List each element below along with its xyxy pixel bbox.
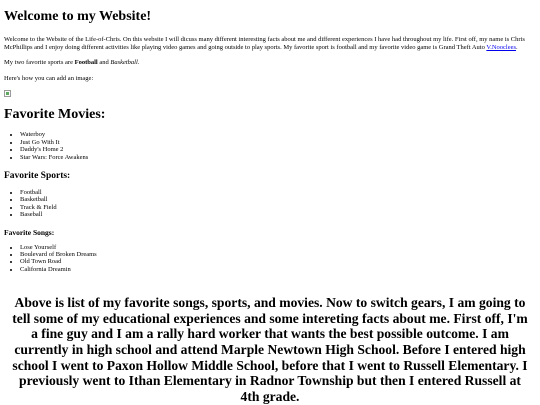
intro-link[interactable]: V.Nooclees [486,43,517,51]
list-item: • Old Town Road [20,258,536,265]
favorites-first: Football [74,59,98,67]
list-item: • Just Go With It [20,139,536,146]
favorites-prefix: My two favorite sports are [4,59,75,67]
list-item: • Baseball [20,211,536,218]
list-item: • Football [20,189,536,196]
list-item: • Star Wars: Force Awakens [20,154,536,161]
list-item: • Lose Yourself [20,244,536,251]
intro-paragraph [4,36,536,51]
intro-text: Welcome to the Website of the Life-of-Chris. On this website I will dicuss many different interesting facts about me and different experiences I have had throughout my life. First off, my name is Chris McPhillips and I enjoy doing different activities like playing video games and going outside to play sports. My favorite sport is football and my favorite video game is Grand Theft Auto [4,36,525,51]
closing-paragraph: Above is list of my favorite songs, sports, and movies. Now to switch gears, I am going to tell some of my educational experiences and some intereting facts about me. First off, I'm a fine guy and I am a rally hard worker that wants the best possible outcome. I am currently in high school and attend Marple Newtown High School. Before I entered high school I went to Paxon Hollow Middle School, before that I went to Russell Elementary. I previously went to Ithan Elementary in Radnor Township but then I entered Russell at 4th grade. [12,295,528,404]
list-item: • Waterboy [20,131,536,138]
list-item: • California Dreamin [20,266,536,273]
list-item: • Basketball [20,196,536,203]
list-item: • Track & Field [20,204,536,211]
image-prompt: Here's how you can add an image: [4,74,94,82]
favorites-end: . [137,59,140,67]
favorite-sports-sentence [4,59,536,67]
favorites-middle: and [97,59,111,67]
songs-list [4,244,536,274]
songs-heading: Favorite Songs: [4,227,55,237]
intro-end: . [516,43,518,51]
favorites-second: Basketball [110,59,138,67]
sports-list [4,189,536,219]
sports-heading: Favorite Sports: [4,171,71,181]
broken-image-icon [4,90,11,97]
page-title: Welcome to my Website! [4,9,152,24]
movies-list [4,131,536,161]
list-item: • Daddy's Home 2 [20,146,536,153]
movies-heading: Favorite Movies: [4,107,106,123]
list-item: • Boulevard of Broken Dreams [20,251,536,258]
